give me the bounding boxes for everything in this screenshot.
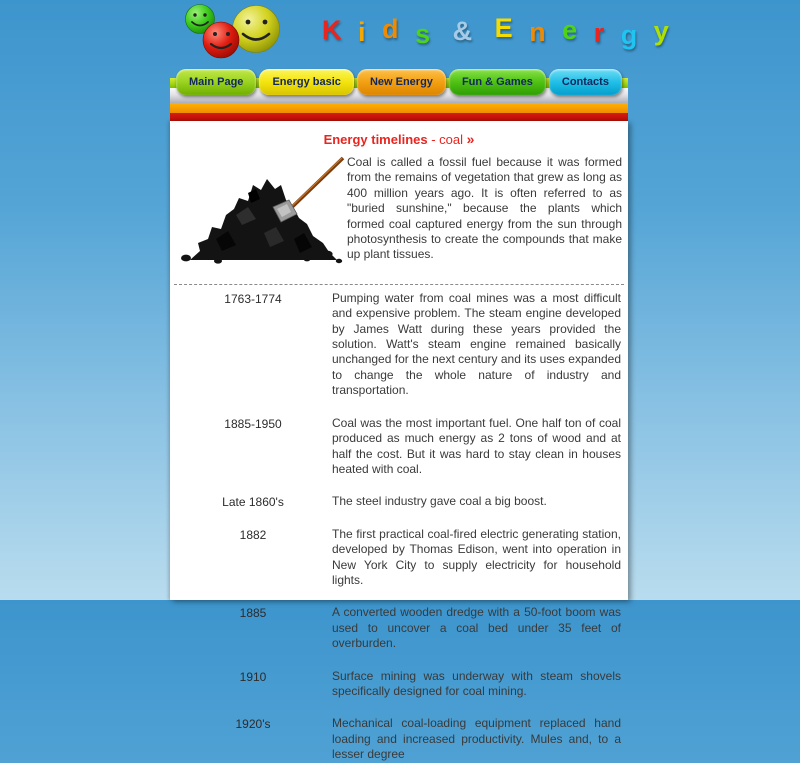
logo-letter: r	[593, 18, 605, 48]
logo-letter: e	[562, 15, 578, 45]
timeline-description: A converted wooden dredge with a 50-foot boom was used to uncover a coal bed under 35 feet of overburden.	[332, 605, 621, 651]
nav-red-stripe	[170, 113, 628, 121]
nav-button-main-page[interactable]: Main Page	[176, 69, 256, 95]
navigation-bar	[170, 60, 628, 121]
coal-pile-image	[176, 155, 346, 267]
timeline-year: 1763-1774	[224, 291, 282, 306]
timeline-row	[174, 527, 624, 589]
logo-letter: n	[529, 17, 546, 47]
logo-letter: y	[653, 16, 669, 46]
timeline-row	[174, 605, 624, 651]
logo-letter: K	[322, 15, 342, 45]
timeline-year: 1920's	[235, 717, 271, 732]
logo-letter: E	[494, 13, 513, 43]
nav-button-new-energy[interactable]: New Energy	[357, 69, 446, 95]
nav-orange-stripe	[170, 103, 628, 113]
nav-button-fun-games[interactable]: Fun & Games	[449, 69, 546, 95]
page-title	[170, 121, 628, 149]
logo-letter: s	[415, 19, 431, 49]
content-panel	[170, 121, 628, 762]
logo-letter: i	[358, 17, 366, 47]
timeline-row	[174, 416, 624, 478]
smiley-faces-logo-icon	[178, 2, 286, 65]
timeline-description: The first practical coal-fired electric generating station, developed by Thomas Edison, went into operation in New York City to supply electricity for household lights.	[332, 526, 621, 587]
logo-letter: d	[382, 14, 399, 44]
timeline-description: The steel industry gave coal a big boost.	[332, 494, 547, 509]
header	[170, 0, 669, 60]
logo-letter: g	[620, 20, 638, 50]
intro-paragraph: Coal is called a fossil fuel because it was formed from the remains of vegetation that grew as long as 400 million years ago. It is often referred to as "buried sunshine," because the plants which formed coal captured energy from the sun through photosynthesis to create the compounds that make up plant tissues.	[347, 155, 622, 262]
site-title	[322, 13, 669, 50]
nav-buttons	[176, 69, 622, 95]
timeline-description: Mechanical coal-loading equipment replaced hand loading and increased productivity. Mules and, to a lesser degree	[332, 716, 621, 762]
timeline-row	[174, 494, 624, 509]
intro-section	[170, 149, 628, 275]
dotted-divider	[174, 284, 624, 285]
page-title-rest: - coal	[427, 132, 467, 147]
timeline-description: Pumping water from coal mines was a most difficult and expensive problem. The steam engine developed by James Watt during these years provided the solution. Watt's steam engine remained basically unchanged for the next century and its uses expanded to change the whole nature of industry and transportation.	[332, 290, 621, 398]
chevron-right-icon: »	[466, 131, 475, 147]
nav-button-energy-basic[interactable]: Energy basic	[259, 69, 353, 95]
timeline-year: 1885	[239, 606, 267, 621]
timeline-row	[174, 291, 624, 399]
page-column	[170, 0, 669, 762]
timeline-year: 1910	[239, 669, 267, 684]
timeline-description: Coal was the most important fuel. One half ton of coal produced as much energy as 2 tons of wood and at half the cost. But it was hard to stay clean in houses heated with coal.	[332, 415, 621, 476]
timeline-row	[174, 716, 624, 762]
timeline-year: 1882	[239, 527, 267, 542]
nav-button-contacts[interactable]: Contacts	[549, 69, 622, 95]
timeline-row	[174, 669, 624, 700]
timeline-year: 1885-1950	[224, 416, 282, 431]
page-title-bold: Energy timelines	[323, 132, 428, 147]
timeline-year: Late 1860's	[222, 495, 284, 510]
timeline-description: Surface mining was underway with steam shovels specifically designed for coal mining.	[332, 668, 621, 698]
timeline-list	[170, 291, 628, 763]
logo-ampersand: &	[452, 16, 473, 46]
